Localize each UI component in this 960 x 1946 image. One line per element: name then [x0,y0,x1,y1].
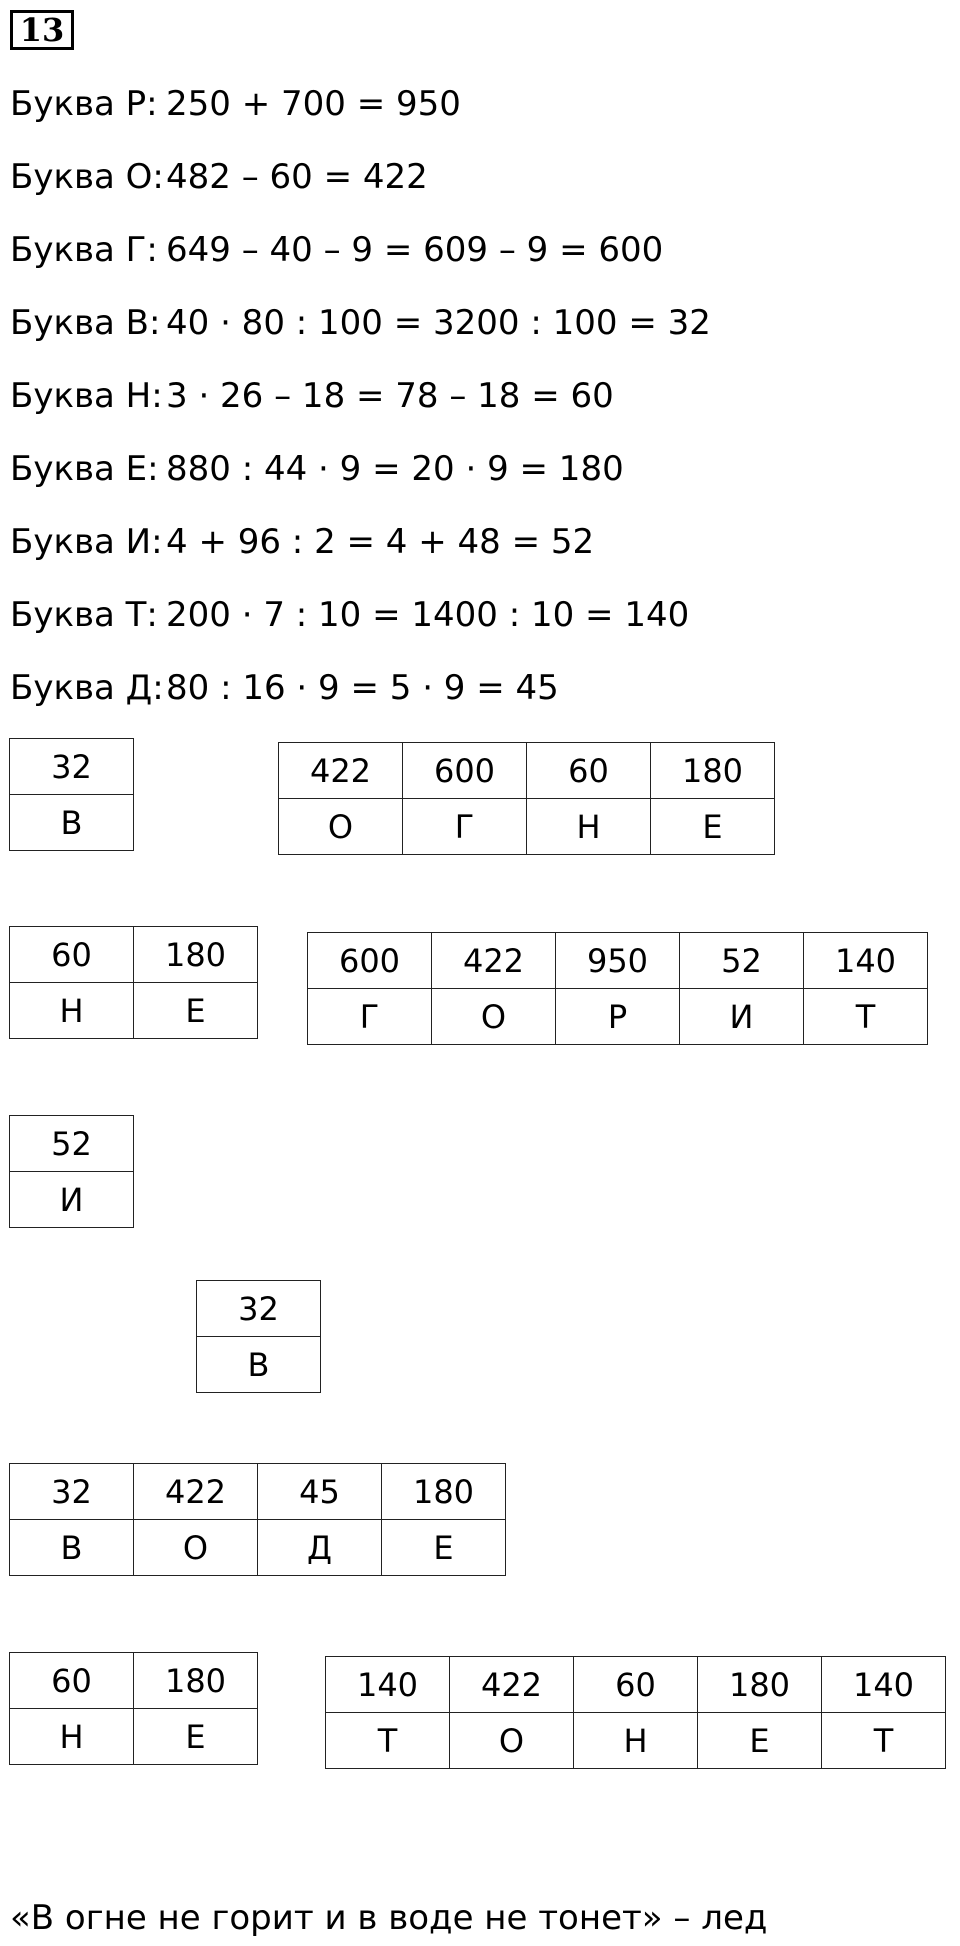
letter-cell: Г [403,799,527,855]
letter-row [10,795,134,851]
number-cell: 180 [651,743,775,799]
cipher-table [9,1652,258,1765]
letter-cell: О [432,989,556,1045]
equation-expression: 3 · 26 – 18 = 78 – 18 = 60 [166,376,614,416]
equation-line [10,84,461,124]
letter-row [197,1337,321,1393]
letter-cell: Е [382,1520,506,1576]
number-cell: 180 [134,927,258,983]
equation-expression: 200 · 7 : 10 = 1400 : 10 = 140 [166,595,690,635]
number-cell: 422 [134,1464,258,1520]
letter-cell: Р [556,989,680,1045]
number-cell: 180 [698,1657,822,1713]
number-row [10,1653,258,1709]
number-cell: 52 [10,1116,134,1172]
letter-cell: В [10,1520,134,1576]
equation-label: Буква В: [10,303,161,343]
letter-cell: Н [574,1713,698,1769]
letter-row [10,1709,258,1765]
letter-cell: Г [308,989,432,1045]
number-row [279,743,775,799]
equation-expression: 80 : 16 · 9 = 5 · 9 = 45 [166,668,559,708]
number-cell: 32 [197,1281,321,1337]
equation-label: Буква Г: [10,230,158,270]
number-cell: 32 [10,1464,134,1520]
letter-cell: В [10,795,134,851]
number-row [10,1116,134,1172]
number-cell: 600 [308,933,432,989]
equation-label: Буква Е: [10,449,159,489]
letter-row [308,989,928,1045]
letter-cell: Е [134,1709,258,1765]
equation-label: Буква Н: [10,376,163,416]
number-cell: 140 [822,1657,946,1713]
number-cell: 140 [804,933,928,989]
equation-line [10,376,614,416]
equation-expression: 4 + 96 : 2 = 4 + 48 = 52 [166,522,595,562]
answer-text: «В огне не горит и в воде не тонет» – лед [10,1898,768,1938]
task-number: 13 [10,10,74,50]
cipher-table [9,738,134,851]
letter-row [326,1713,946,1769]
equation-label: Буква И: [10,522,163,562]
number-cell: 60 [527,743,651,799]
letter-cell: Е [698,1713,822,1769]
letter-cell: О [450,1713,574,1769]
cipher-table [196,1280,321,1393]
cipher-table [9,1463,506,1576]
number-cell: 52 [680,933,804,989]
number-cell: 140 [326,1657,450,1713]
letter-cell: Н [10,1709,134,1765]
number-cell: 60 [574,1657,698,1713]
equation-line [10,230,663,270]
number-cell: 45 [258,1464,382,1520]
equation-line [10,668,559,708]
number-cell: 180 [134,1653,258,1709]
number-cell: 60 [10,927,134,983]
equation-line [10,303,711,343]
letter-cell: Т [804,989,928,1045]
equation-expression: 880 : 44 · 9 = 20 · 9 = 180 [166,449,624,489]
letter-cell: Н [527,799,651,855]
equation-line [10,595,689,635]
letter-cell: Т [822,1713,946,1769]
cipher-table [9,926,258,1039]
number-row [308,933,928,989]
equation-expression: 40 · 80 : 100 = 3200 : 100 = 32 [166,303,711,343]
equation-label: Буква О: [10,157,164,197]
equation-expression: 250 + 700 = 950 [166,84,461,124]
number-cell: 600 [403,743,527,799]
letter-cell: О [279,799,403,855]
equation-expression: 649 – 40 – 9 = 609 – 9 = 600 [166,230,664,270]
equation-label: Буква Т: [10,595,158,635]
cipher-table [325,1656,946,1769]
equation-line [10,449,624,489]
number-row [10,927,258,983]
equation-line [10,522,594,562]
cipher-table [9,1115,134,1228]
number-cell: 32 [10,739,134,795]
letter-cell: Е [134,983,258,1039]
number-cell: 422 [432,933,556,989]
number-cell: 422 [279,743,403,799]
letter-cell: Д [258,1520,382,1576]
letter-cell: Е [651,799,775,855]
letter-cell: Н [10,983,134,1039]
number-row [10,739,134,795]
number-cell: 422 [450,1657,574,1713]
letter-row [10,1520,506,1576]
cipher-table [307,932,928,1045]
letter-row [10,983,258,1039]
equation-label: Буква Р: [10,84,158,124]
letter-row [279,799,775,855]
number-row [10,1464,506,1520]
letter-cell: В [197,1337,321,1393]
letter-cell: И [680,989,804,1045]
number-row [197,1281,321,1337]
number-cell: 60 [10,1653,134,1709]
letter-row [10,1172,134,1228]
letter-cell: Т [326,1713,450,1769]
number-row [326,1657,946,1713]
cipher-table [278,742,775,855]
letter-cell: О [134,1520,258,1576]
equation-line [10,157,428,197]
equation-label: Буква Д: [10,668,164,708]
equation-expression: 482 – 60 = 422 [166,157,428,197]
letter-cell: И [10,1172,134,1228]
number-cell: 950 [556,933,680,989]
number-cell: 180 [382,1464,506,1520]
